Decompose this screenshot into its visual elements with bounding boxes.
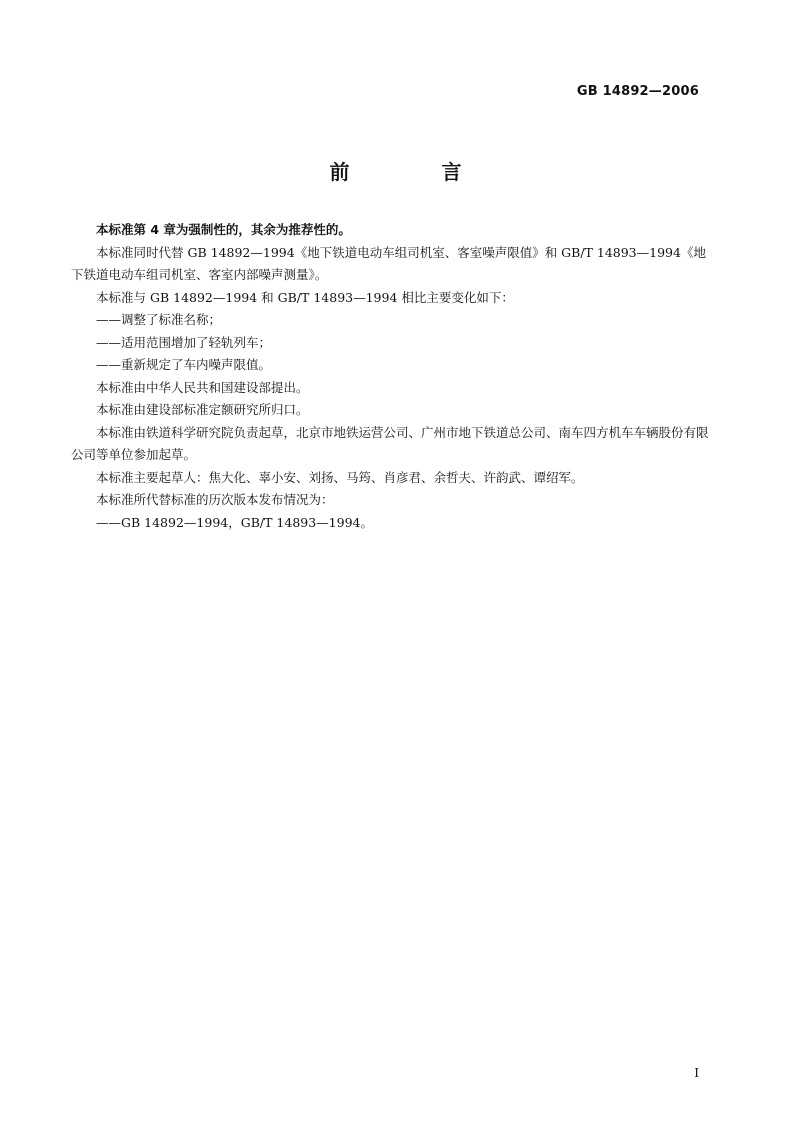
list-item-change-limits: ——重新规定了车内噪声限值。	[96, 357, 272, 372]
page-title: 前 言	[329, 160, 498, 184]
list-item-change-name: ——调整了标准名称；	[96, 312, 222, 327]
page-number: I	[694, 1066, 699, 1080]
paragraph-replaces: 本标准同时代替 GB 14892—1994《地下铁道电动车组司机室、客室噪声限值》和 GB/T 14893—1994《地下铁道电动车组司机室、客室内部噪声测量》。	[71, 244, 706, 282]
paragraph-centralized-by: 本标准由建设部标准定额研究所归口。	[96, 402, 309, 417]
paragraph-main-drafters: 本标准主要起草人：焦大化、辜小安、刘扬、马筠、肖彦君、余哲夫、许韵武、谭绍军。	[96, 469, 584, 485]
standard-code: GB 14892—2006	[576, 84, 699, 99]
list-item-previous-editions: ——GB 14892—1994，GB/T 14893—1994。	[96, 514, 373, 530]
paragraph-previous-editions: 本标准所代替标准的历次版本发布情况为：	[96, 492, 334, 507]
paragraph-drafted-by: 本标准由铁道科学研究院负责起草，北京市地铁运营公司、广州市地下铁道总公司、南车四方机车车辆股份有限公司等单位参加起草。	[71, 424, 709, 462]
list-item-change-scope: ——适用范围增加了轻轨列车；	[96, 334, 272, 350]
paragraph-mandatory-clause: 本标准第 4 章为强制性的，其余为推荐性的。	[96, 222, 351, 237]
paragraph-changes-intro: 本标准与 GB 14892—1994 和 GB/T 14893—1994 相比主要变化如下：	[96, 289, 514, 305]
foreword-body	[71, 219, 715, 534]
paragraph-proposed-by: 本标准由中华人民共和国建设部提出。	[96, 379, 309, 395]
